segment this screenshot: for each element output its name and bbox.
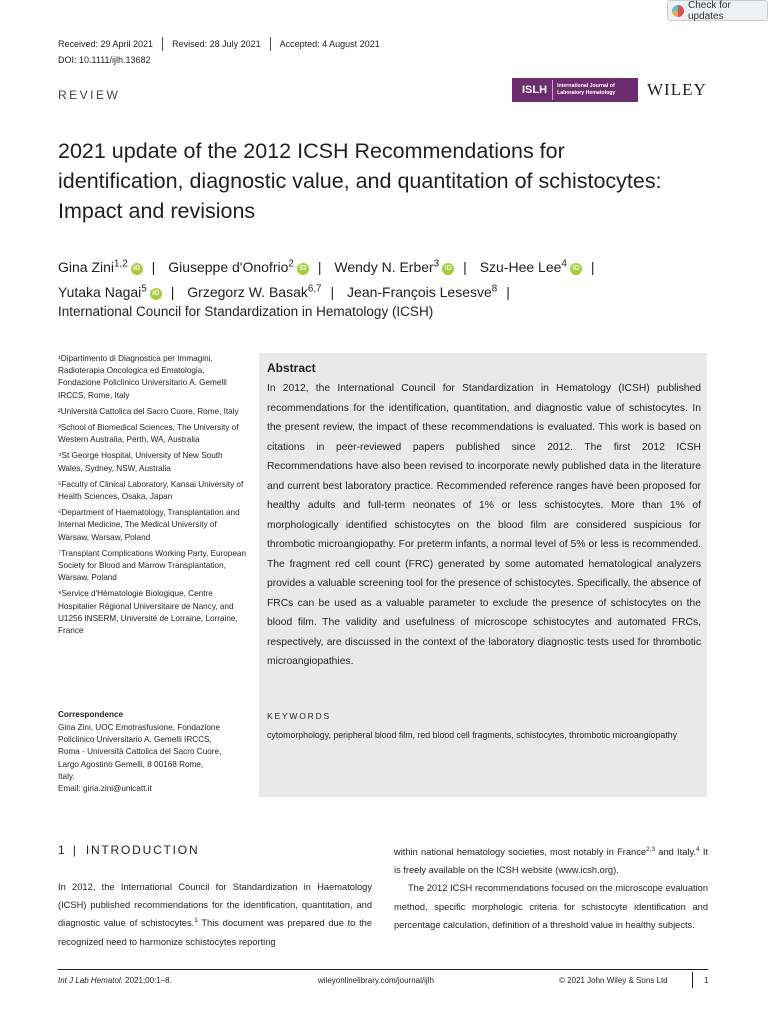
- correspondence-line: Gina Zini, UOC Emotrasfusione, Fondazione: [58, 723, 221, 732]
- affiliation: ⁸Service d'Hématologie Biologique, Centre Hospitalier Régional Universitaire de Nancy, and U1256 INSERM, Université de Lorraine, Lorraine, France: [58, 589, 238, 636]
- author-affil-sup: 6,7: [307, 283, 322, 295]
- orcid-icon[interactable]: iD: [297, 263, 309, 275]
- author[interactable]: [347, 284, 497, 300]
- footer-volume: 2021;00:1–8.: [122, 976, 172, 985]
- correspondence-line: Roma - Università Cattolica del Sacro Cuore,: [58, 747, 222, 757]
- author-name: Grzegorz W. Basak: [187, 284, 308, 300]
- text-run: In 2012, the International Council for Standardization in Haematology (ICSH) published recommendations for the identification, quantitation, and diagnostic value of schistocytes.: [58, 882, 372, 929]
- footer-journal: Int J Lab Hematol.: [58, 976, 123, 985]
- author-affil-sup: 2: [288, 258, 294, 270]
- paragraph: [394, 843, 708, 879]
- author-affil-sup: 8: [491, 283, 498, 295]
- body-column-left: [58, 878, 372, 951]
- citation-ref[interactable]: 4: [695, 845, 700, 853]
- divider: [270, 37, 271, 51]
- citation-ref[interactable]: 2,3: [646, 845, 656, 853]
- footer-url[interactable]: wileyonlinelibrary.com/journal/ijlh: [318, 976, 434, 985]
- author-name: Jean-François Lesesve: [347, 284, 492, 300]
- correspondence-block: [58, 722, 248, 795]
- article-dates: [58, 37, 380, 51]
- author-separator: |: [590, 259, 595, 275]
- author-separator: |: [463, 259, 467, 275]
- affiliation: ²Università Cattolica del Sacro Cuore, Rome, Italy: [58, 406, 239, 416]
- crossmark-icon: [672, 5, 684, 17]
- correspondence-line: Italy.: [58, 771, 75, 781]
- author-list: [58, 255, 708, 305]
- doi[interactable]: DOI: 10.1111/ijlh.13682: [58, 55, 151, 65]
- author-name: Szu-Hee Lee: [479, 259, 562, 275]
- author-separator: |: [330, 284, 335, 300]
- paragraph: The 2012 ICSH recommendations focused on the microscope evaluation method, specific morphologic criteria for schistocyte identification and percentage calculation, definition of a threshold value in healthy subjects.: [394, 883, 708, 930]
- author-name: Wendy N. Erber: [334, 259, 434, 275]
- author-separator: |: [506, 284, 510, 300]
- accepted-date: Accepted: 4 August 2021: [279, 39, 380, 49]
- footer-citation: [58, 976, 172, 985]
- abstract-text: In 2012, the International Council for Standardization in Hematology (ICSH) published recommendations for the identification, quantitation, and diagnostic value of schistocytes. In the present review, the impact of these recommendations is evaluated. This work is based on citations in peer-reviewed papers published since 2012. The first 2012 ICSH Recommendations have also been revised to incorporate newly published data in the literature and current best laboratory practice. Recommended reference ranges have been proposed for healthy adults and full-term neonates of 1% or less schistocytes. More than 1% of morphologically identified schistocytes on the blood film are considered suspicious for thrombotic microangiopathy. For preterm infants, a normal level of 5% or less is recommended. The fragment red cell count (FRC) generated by some automated hematological analyzers provides a valuable screening tool for the presence of schistocytes. Specifically, the absence of FRCs can be used as a valuable parameter to exclude the presence of schistocytes on the blood film. The validity and usefulness of microscope schistocytes and automated FRCs, respectively, are discussed in the context of the laboratory diagnostic tests used for thrombotic microangiopathies.: [267, 383, 701, 667]
- author-separator: |: [151, 259, 156, 275]
- orcid-icon[interactable]: iD: [150, 288, 162, 300]
- group-author: International Council for Standardization in Hematology (ICSH): [58, 304, 434, 319]
- correspondence-line: Policlinico Universitario A. Gemelli IRCCS,: [58, 735, 212, 745]
- section-heading: [58, 843, 199, 857]
- keywords: cytomorphology, peripheral blood film, red blood cell fragments, schistocytes, thrombotic microangiopathy: [267, 730, 678, 740]
- affiliation: ³School of Biomedical Sciences, The University of Western Australia, Perth, WA, Australia: [58, 423, 239, 445]
- affiliation: ⁷Transplant Complications Working Party, European Society for Blood and Marrow Transplantation, Warsaw, Poland: [58, 548, 247, 583]
- author[interactable]: [58, 259, 143, 275]
- section-number: 1: [58, 843, 65, 857]
- author-affil-sup: 5: [141, 283, 147, 295]
- section-title: INTRODUCTION: [85, 843, 200, 857]
- correspondence-line: Largo Agostino Gemelli, 8 00168 Rome,: [58, 759, 204, 769]
- divider: [162, 37, 163, 51]
- affiliation: ¹Dipartimento di Diagnostica per Immagini, Radioterapia Oncologica ed Ematologia, Fondazione Policlinico Universitario A. Gemelli IRCCS, Rome, Italy: [58, 354, 227, 400]
- received-date: Received: 29 April 2021: [58, 39, 154, 49]
- author[interactable]: [58, 284, 162, 300]
- text-run: within national hematology societies, most notably in France: [394, 847, 647, 857]
- body-column-right: [394, 843, 708, 934]
- author[interactable]: [187, 284, 321, 300]
- author-affil-sup: 3: [433, 258, 440, 270]
- author-name: Giuseppe d'Onofrio: [168, 259, 289, 275]
- author-affil-sup: 1,2: [114, 258, 128, 270]
- orcid-icon[interactable]: iD: [570, 263, 582, 275]
- footer-divider: [692, 972, 693, 988]
- journal-logo-name-line-1: International Journal of: [557, 83, 615, 89]
- journal-logo[interactable]: [512, 78, 638, 102]
- footer-copyright: © 2021 John Wiley & Sons Ltd: [559, 976, 668, 985]
- citation-ref[interactable]: 1: [194, 917, 198, 925]
- article-title: 2021 update of the 2012 ICSH Recommendations for identification, diagnostic value, and quantitation of schistocytes: Impact and revisions: [58, 139, 662, 223]
- journal-logo-name-line-2: Laboratory Hematology: [557, 90, 616, 96]
- author[interactable]: [480, 259, 582, 275]
- page-number: 1: [704, 976, 709, 985]
- keywords-heading: KEYWORDS: [267, 711, 331, 721]
- section-label: REVIEW: [58, 88, 121, 102]
- orcid-icon[interactable]: iD: [442, 263, 454, 275]
- footer-rule: [58, 969, 708, 970]
- text-run: and Italy.: [655, 847, 696, 857]
- author-affil-sup: 4: [561, 258, 567, 270]
- revised-date: Revised: 28 July 2021: [172, 39, 261, 49]
- divider: |: [72, 843, 76, 857]
- author[interactable]: [168, 259, 309, 275]
- journal-logo-mark: ISLH: [512, 80, 553, 100]
- author-name: Yutaka Nagai: [58, 284, 142, 300]
- author-separator: |: [170, 284, 175, 300]
- orcid-icon[interactable]: iD: [131, 263, 143, 275]
- check-for-updates-badge[interactable]: [667, 0, 768, 21]
- journal-logo-name: [553, 83, 615, 97]
- text-run: It is freely available on the ICSH website (www.icsh.org).: [394, 847, 709, 876]
- text-run: This document was prepared due to the recognized need to harmonize schistocytes reporting: [58, 918, 372, 947]
- affiliation: ⁶Department of Haematology, Transplantation and Internal Medicine, The Medical University of Warsaw, Warsaw, Poland: [58, 508, 240, 542]
- publisher-logo[interactable]: WILEY: [647, 80, 707, 99]
- check-for-updates-label: Check for updates: [688, 0, 731, 22]
- affiliation: ⁵Faculty of Clinical Laboratory, Kansai University of Health Sciences, Osaka, Japan: [58, 479, 244, 502]
- abstract-heading: Abstract: [267, 361, 316, 375]
- correspondence-heading: Correspondence: [58, 710, 124, 719]
- author[interactable]: [334, 259, 454, 275]
- author-name: Gina Zini: [58, 259, 115, 275]
- author-separator: |: [317, 259, 322, 275]
- affiliations: [58, 353, 248, 641]
- affiliation: ⁴St George Hospital, University of New South Wales, Sydney, NSW, Australia: [58, 451, 223, 473]
- paragraph: [58, 878, 372, 951]
- correspondence-email[interactable]: Email: gina.zini@unicatt.it: [58, 784, 152, 794]
